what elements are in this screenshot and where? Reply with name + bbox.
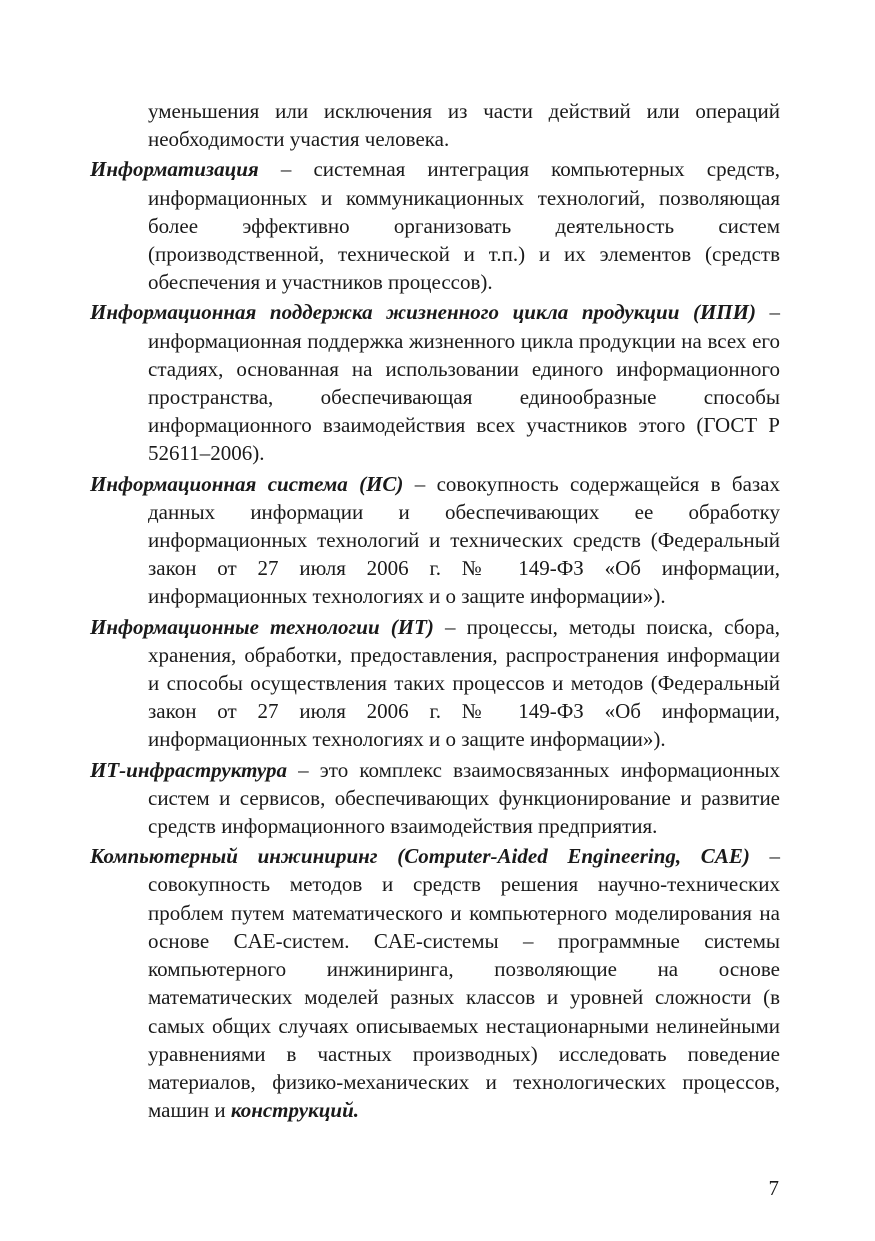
entry-term: Компьютерный инжиниринг (Computer-Aided Engineering, CAE)	[90, 844, 750, 869]
entry-term: Информатизация	[90, 157, 259, 182]
entry-definition: – совокупность методов и средств решения научно-технических проблем путем математического и компьютерного моделирования на основе CAE-систем. CAE-системы – программные системы компьютерного инжиниринга, позволяющие на основе математических моделей разных классов и уровней сложности (в самых общих случаях описываемых нестационарными нелинейными уравнениями в частных производных) исследовать поведение материалов, физико-механических и технологических процессов, машин и	[148, 844, 780, 1123]
entry-definition: – это комплекс взаимосвязанных информационных систем и сервисов, обеспечивающих функционирование и развитие средств информационного взаимодействия предприятия.	[148, 757, 780, 839]
glossary-entry-informatization	[90, 155, 780, 296]
entry-definition: – информационная поддержка жизненного цикла продукции на всех его стадиях, основанная на использовании единого информационного пространства, обеспечивающая единообразные способы информационного взаимодействия всех участников этого (ГОСТ Р 52611–2006).	[148, 300, 780, 466]
entry-definition: – совокупность содержащейся в базах данных информации и обеспечивающих ее обработку информационных технологий и технических средств (Федеральный закон от 27 июля 2006 г. № 149-ФЗ «Об информации, информационных технологиях и о защите информации»).	[148, 471, 781, 609]
glossary-entry-ipi	[90, 298, 780, 467]
entry-tail-term: конструкций.	[230, 1098, 359, 1123]
entry-term: Информационная поддержка жизненного цикла продукции (ИПИ)	[90, 300, 756, 325]
page-number: 7	[768, 1176, 779, 1200]
continuation-paragraph: уменьшения или исключения из части действий или операций необходимости участия человека.	[148, 99, 780, 152]
glossary-entry-information-system	[90, 470, 780, 611]
glossary-entry-cae	[90, 842, 780, 1124]
entry-term: ИТ-инфраструктура	[90, 757, 287, 782]
entry-term: Информационные технологии (ИТ)	[90, 614, 434, 639]
glossary-page	[90, 97, 780, 1124]
entry-definition: – системная интеграция компьютерных средств, информационных и коммуникационных технологий, позволяющая более эффективно организовать деятельность систем (производственной, технической и т.п.) и их элементов (средств обеспечения и участников процессов).	[148, 157, 780, 295]
entry-definition: – процессы, методы поиска, сбора, хранения, обработки, предоставления, распространения информации и способы осуществления таких процессов и методов (Федеральный закон от 27 июля 2006 г. № 149-ФЗ «Об информации, информационных технологиях и о защите информации»).	[148, 614, 780, 752]
entry-term: Информационная система (ИС)	[90, 471, 404, 496]
glossary-entry-it-infrastructure	[90, 756, 780, 841]
glossary-entry-information-technologies	[90, 613, 780, 754]
